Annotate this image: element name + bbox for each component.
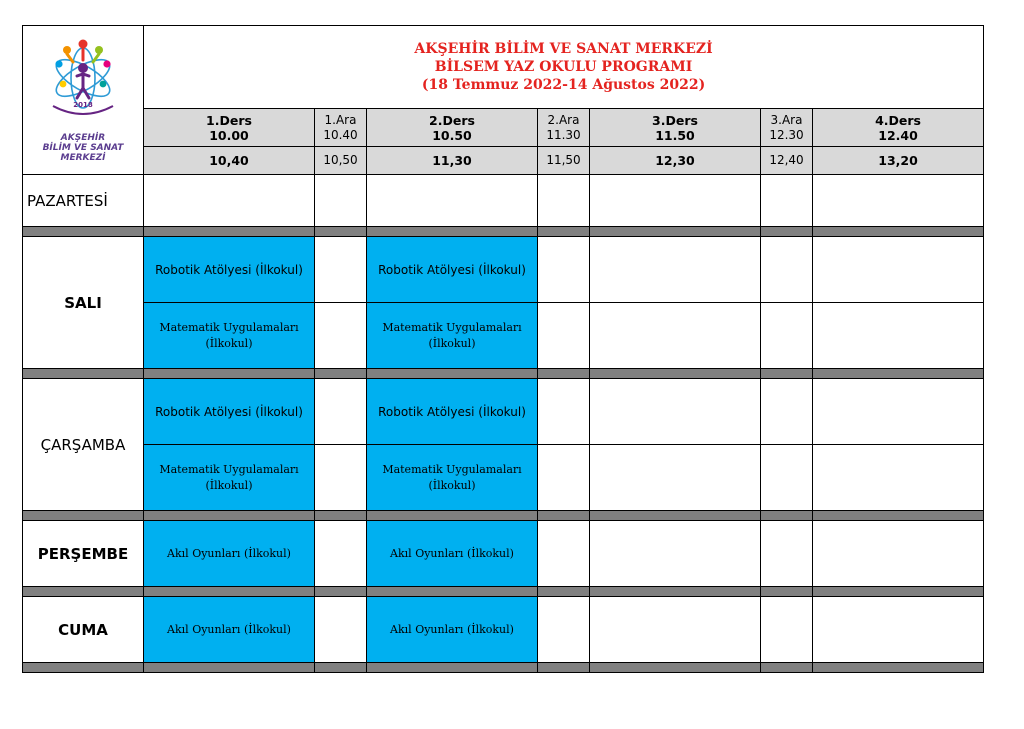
schedule-cell: [367, 175, 538, 227]
schedule-cell: [813, 175, 984, 227]
course-math: Matematik Uygulamaları (İlkokul): [367, 445, 538, 511]
title-line-3: (18 Temmuz 2022-14 Ağustos 2022): [421, 77, 706, 93]
course-robotics: Robotik Atölyesi (İlkokul): [367, 237, 538, 303]
schedule-cell: [761, 379, 813, 445]
schedule-sheet: [22, 25, 983, 689]
schedule-cell: [538, 379, 590, 445]
schedule-cell: [590, 237, 761, 303]
thursday-row: [23, 521, 984, 587]
title-line-1: AKŞEHİR BİLİM VE SANAT MERKEZİ: [414, 41, 713, 57]
logo-emblem-icon: [23, 26, 143, 136]
schedule-cell: [538, 175, 590, 227]
logo-year: 2018: [73, 101, 93, 109]
schedule-cell: [813, 445, 984, 511]
schedule-cell: [761, 175, 813, 227]
course-robotics: Robotik Atölyesi (İlkokul): [144, 379, 315, 445]
schedule-cell: [538, 237, 590, 303]
period-1-header: 1.Ders 10.00: [144, 109, 315, 147]
course-math: Matematik Uygulamaları (İlkokul): [367, 303, 538, 369]
logo-line-3: MERKEZİ: [60, 153, 106, 163]
friday-row: [23, 597, 984, 663]
schedule-table: [22, 25, 984, 673]
separator-row: [23, 663, 984, 673]
schedule-cell: [538, 445, 590, 511]
day-label-thursday: PERŞEMBE: [23, 521, 144, 587]
schedule-cell: [813, 237, 984, 303]
schedule-cell: [590, 597, 761, 663]
course-math: Matematik Uygulamaları (İlkokul): [144, 303, 315, 369]
course-mind-games: Akıl Oyunları (İlkokul): [144, 597, 315, 663]
end-time-row: [23, 147, 984, 175]
schedule-cell: [315, 237, 367, 303]
course-mind-games: Akıl Oyunları (İlkokul): [144, 521, 315, 587]
period-2-header: 2.Ders 10.50: [367, 109, 538, 147]
schedule-cell: [590, 379, 761, 445]
schedule-cell: [144, 175, 315, 227]
break-3-end: 12,40: [761, 147, 813, 175]
schedule-cell: [813, 303, 984, 369]
schedule-cell: [761, 597, 813, 663]
title-block: [144, 26, 984, 109]
course-robotics: Robotik Atölyesi (İlkokul): [367, 379, 538, 445]
day-label-wednesday: ÇARŞAMBA: [23, 379, 144, 511]
course-mind-games: Akıl Oyunları (İlkokul): [367, 597, 538, 663]
period-4-end: 13,20: [813, 147, 984, 175]
period-3-end: 12,30: [590, 147, 761, 175]
period-header-row: [23, 109, 984, 147]
period-3-header: 3.Ders 11.50: [590, 109, 761, 147]
break-3-header: 3.Ara 12.30: [761, 109, 813, 147]
schedule-cell: [315, 175, 367, 227]
monday-row: [23, 175, 984, 227]
schedule-cell: [315, 379, 367, 445]
schedule-cell: [590, 521, 761, 587]
tuesday-row-2: [23, 303, 984, 369]
schedule-cell: [590, 445, 761, 511]
schedule-cell: [538, 521, 590, 587]
schedule-cell: [761, 303, 813, 369]
separator-row: [23, 227, 984, 237]
period-4-header: 4.Ders 12.40: [813, 109, 984, 147]
schedule-cell: [761, 445, 813, 511]
schedule-cell: [813, 597, 984, 663]
period-2-end: 11,30: [367, 147, 538, 175]
schedule-cell: [813, 521, 984, 587]
schedule-cell: [538, 597, 590, 663]
schedule-cell: [813, 379, 984, 445]
day-label-tuesday: SALI: [23, 237, 144, 369]
bilsem-logo: [23, 26, 143, 175]
day-label-friday: CUMA: [23, 597, 144, 663]
separator-row: [23, 587, 984, 597]
schedule-cell: [761, 237, 813, 303]
schedule-cell: [315, 597, 367, 663]
course-math: Matematik Uygulamaları (İlkokul): [144, 445, 315, 511]
wednesday-row-1: [23, 379, 984, 445]
break-1-end: 10,50: [315, 147, 367, 175]
wednesday-row-2: [23, 445, 984, 511]
break-2-header: 2.Ara 11.30: [538, 109, 590, 147]
break-2-end: 11,50: [538, 147, 590, 175]
logo-line-1: AKŞEHİR: [60, 133, 106, 143]
break-1-header: 1.Ara 10.40: [315, 109, 367, 147]
tuesday-row-1: [23, 237, 984, 303]
schedule-cell: [590, 175, 761, 227]
title-line-2: BİLSEM YAZ OKULU PROGRAMI: [434, 59, 693, 75]
period-1-end: 10,40: [144, 147, 315, 175]
separator-row: [23, 511, 984, 521]
logo-line-2: BİLİM VE SANAT: [42, 143, 124, 153]
course-robotics: Robotik Atölyesi (İlkokul): [144, 237, 315, 303]
logo-cell: [23, 26, 144, 175]
course-mind-games: Akıl Oyunları (İlkokul): [367, 521, 538, 587]
day-label-monday: PAZARTESİ: [23, 175, 144, 227]
schedule-cell: [590, 303, 761, 369]
schedule-cell: [315, 445, 367, 511]
schedule-cell: [761, 521, 813, 587]
schedule-cell: [538, 303, 590, 369]
separator-row: [23, 369, 984, 379]
schedule-cell: [315, 303, 367, 369]
schedule-cell: [315, 521, 367, 587]
